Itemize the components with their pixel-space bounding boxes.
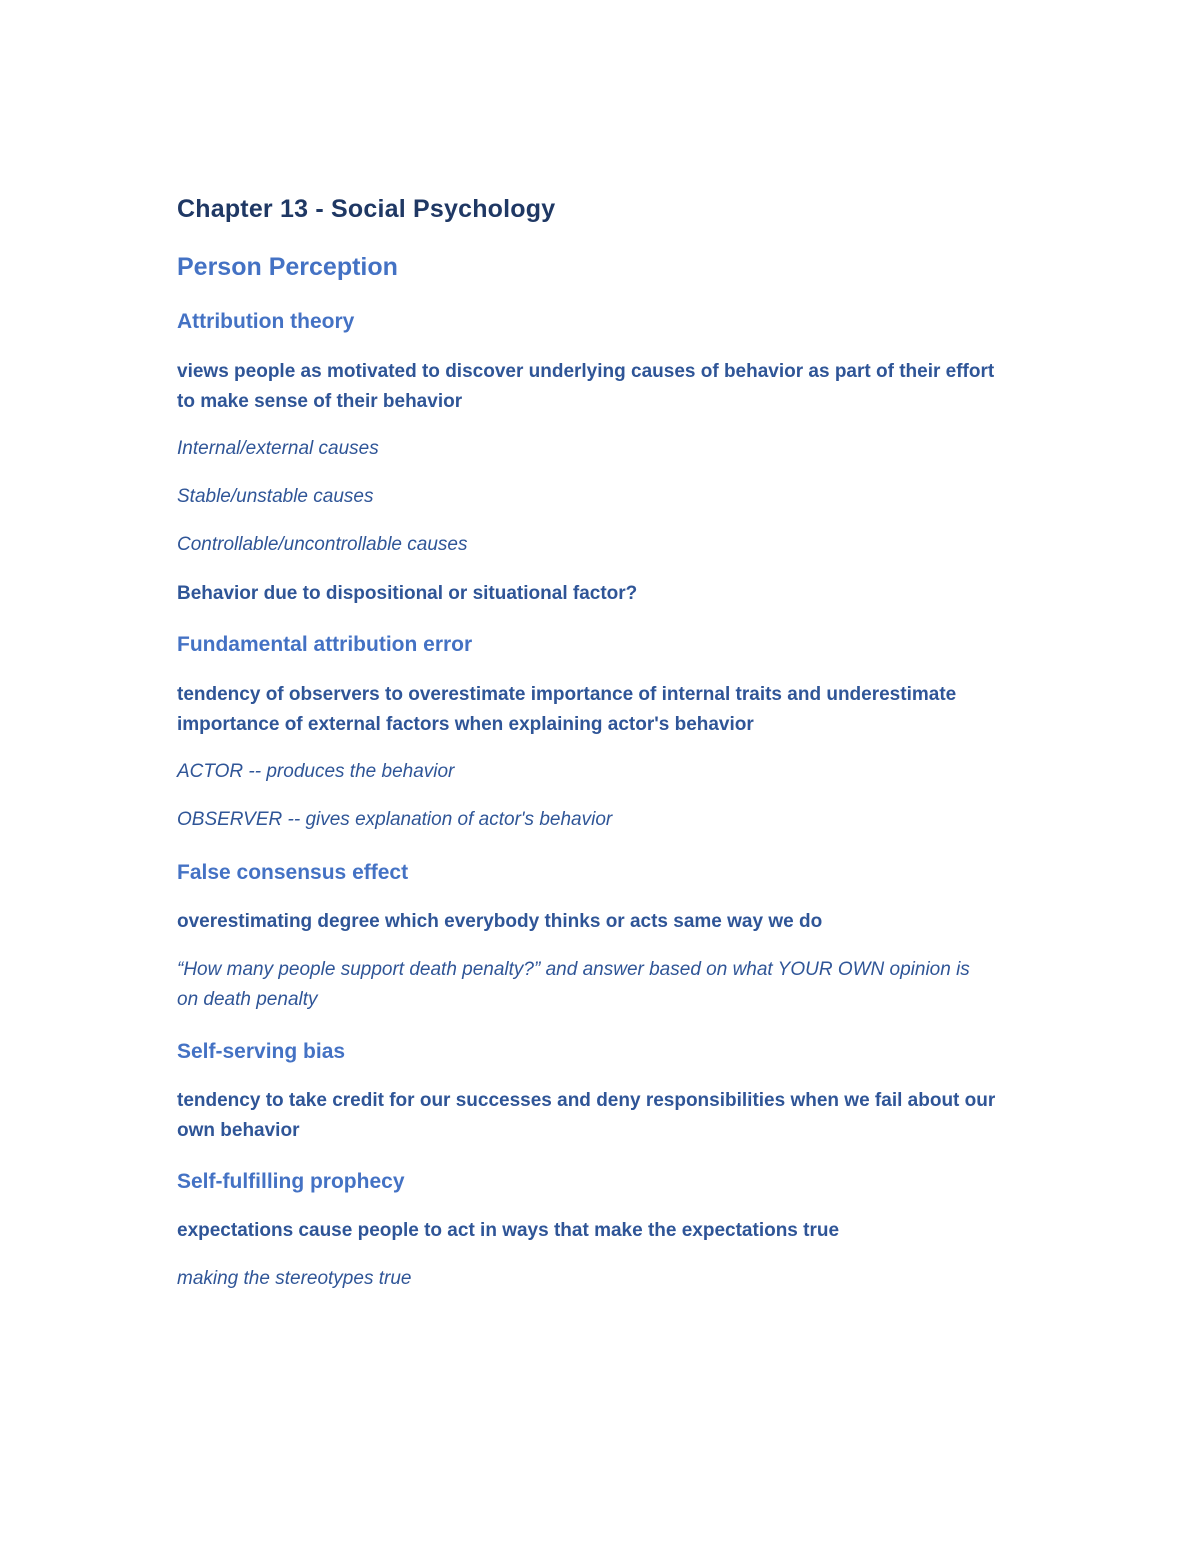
definition-self-fulfilling-prophecy: expectations cause people to act in ways that make the expectations true xyxy=(177,1220,840,1241)
example-controllable: Controllable/uncontrollable causes xyxy=(177,534,468,555)
heading-self-serving-bias: Self-serving bias xyxy=(177,1040,346,1063)
example-actor: ACTOR -- produces the behavior xyxy=(177,761,455,782)
example-stereotypes: making the stereotypes true xyxy=(177,1268,412,1289)
chapter-title: Chapter 13 - Social Psychology xyxy=(177,195,556,223)
heading-self-fulfilling-prophecy: Self-fulfilling prophecy xyxy=(177,1170,405,1193)
heading-fundamental-attribution-error: Fundamental attribution error xyxy=(177,633,473,656)
example-stable-unstable: Stable/unstable causes xyxy=(177,486,374,507)
heading-attribution-theory: Attribution theory xyxy=(177,310,355,333)
definition-fundamental-attribution-error: tendency of observers to overestimate importance of internal traits and underestimate importance of external factors when explaining actor's behavior xyxy=(177,684,957,735)
section-title: Person Perception xyxy=(177,253,398,281)
definition-false-consensus-effect: overestimating degree which everybody thinks or acts same way we do xyxy=(177,911,823,932)
definition-attribution-theory: views people as motivated to discover underlying causes of behavior as part of their effort to make sense of their behavior xyxy=(177,361,995,412)
example-death-penalty: “How many people support death penalty?” and answer based on what YOUR OWN opinion is on death penalty xyxy=(177,959,970,1010)
definition-self-serving-bias: tendency to take credit for our successes and deny responsibilities when we fail about our own behavior xyxy=(177,1090,996,1141)
question-dispositional-situational: Behavior due to dispositional or situational factor? xyxy=(177,583,638,604)
example-internal-external: Internal/external causes xyxy=(177,438,379,459)
heading-false-consensus-effect: False consensus effect xyxy=(177,861,409,884)
example-observer: OBSERVER -- gives explanation of actor's behavior xyxy=(177,809,613,830)
